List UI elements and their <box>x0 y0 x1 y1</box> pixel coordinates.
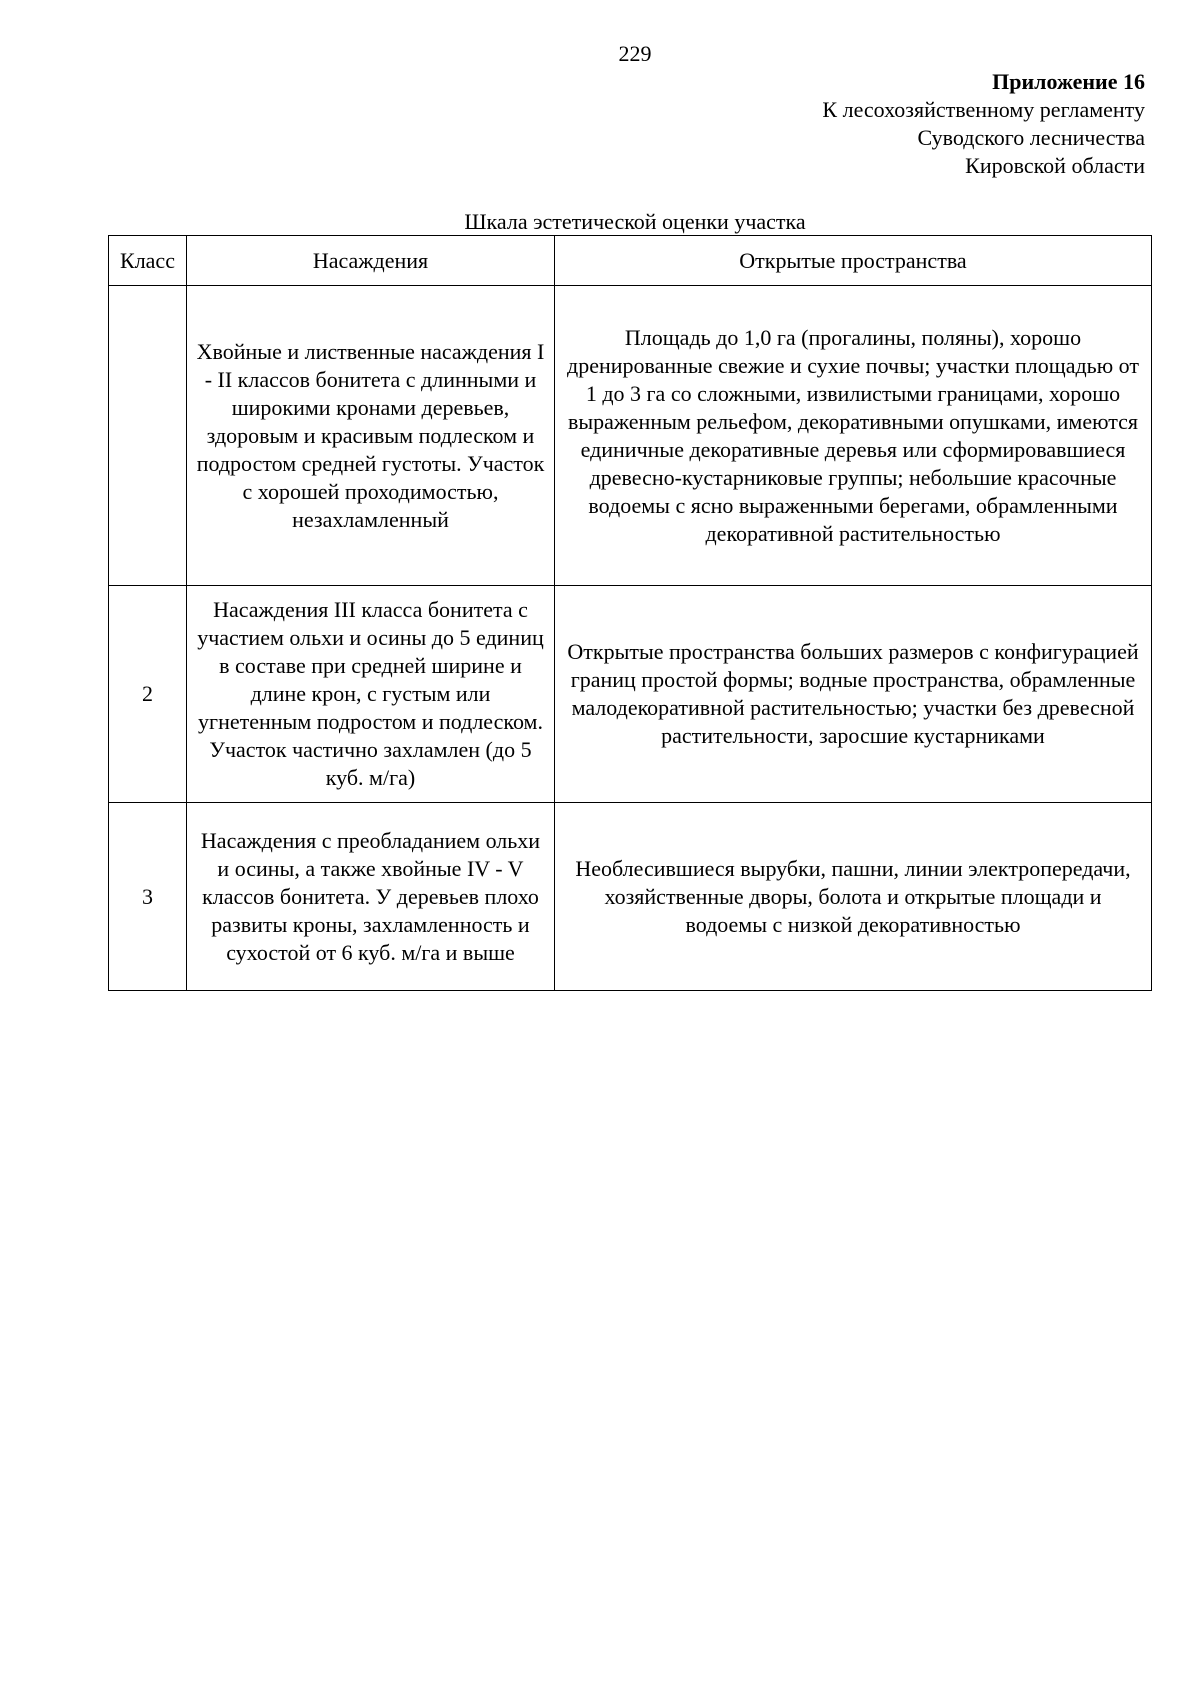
appendix-title: Приложение 16 <box>992 69 1145 94</box>
header-open-spaces: Открытые пространства <box>555 236 1152 286</box>
table-row <box>109 286 1152 586</box>
table-row <box>109 803 1152 991</box>
page-number: 229 <box>618 41 652 66</box>
table-title: Шкала эстетической оценки участка <box>464 209 806 234</box>
appendix-heading <box>822 68 1145 180</box>
open-spaces-text: Необлесившиеся вырубки, пашни, линии электропередачи, хозяйственные дворы, болота и открытые площади и водоемы с низкой декоративностью <box>575 855 1131 937</box>
cell-class: 2 <box>109 586 187 803</box>
aesthetic-scale-table <box>108 235 1152 991</box>
table-header-row <box>109 236 1152 286</box>
plantings-text: Насаждения III класса бонитета с участием ольхи и осины до 5 единиц в составе при средней ширине и длине крон, с густым или угнетенным подростом и подлеском. Участок частично захламлен (до 5 куб. м/га) <box>197 597 544 790</box>
cell-plantings <box>187 286 555 586</box>
plantings-text: Насаждения с преобладанием ольхи и осины, а также хвойные IV - V классов бонитета. У деревьев плохо развиты кроны, захламленность и сухостой от 6 куб. м/га и выше <box>200 827 541 965</box>
header-class: Класс <box>109 236 187 286</box>
table-row <box>109 586 1152 803</box>
appendix-line-2: Суводского лесничества <box>917 125 1145 150</box>
cell-class <box>109 286 187 586</box>
cell-plantings <box>187 586 555 803</box>
open-spaces-text: Открытые пространства больших размеров с конфигурацией границ простой формы; водные пространства, обрамленные малодекоративной растительностью; участки без древесной растительности, заросшие кустарниками <box>567 639 1139 748</box>
appendix-line-1: К лесохозяйственному регламенту <box>822 97 1145 122</box>
cell-class: 3 <box>109 803 187 991</box>
cell-plantings <box>187 803 555 991</box>
appendix-line-3: Кировской области <box>965 153 1145 178</box>
open-spaces-text: Площадь до 1,0 га (прогалины, поляны), хорошо дренированные свежие и сухие почвы; участки площадью от 1 до 3 га со сложными, извилистыми границами, хорошо выраженным рельефом, декоративными опушками, имеются единичные декоративные деревья или сформировавшиеся древесно-кустарниковые группы; небольшие красочные водоемы с ясно выраженными берегами, обрамленными декоративной растительностью <box>567 324 1139 546</box>
cell-open-spaces <box>555 586 1152 803</box>
header-plantings: Насаждения <box>187 236 555 286</box>
cell-open-spaces <box>555 803 1152 991</box>
cell-open-spaces <box>555 286 1152 586</box>
plantings-text: Хвойные и лиственные насаждения I - II классов бонитета с длинными и широкими кронами деревьев, здоровым и красивым подлеском и подростом средней густоты. Участок с хорошей проходимостью, незахламленный <box>196 338 545 532</box>
